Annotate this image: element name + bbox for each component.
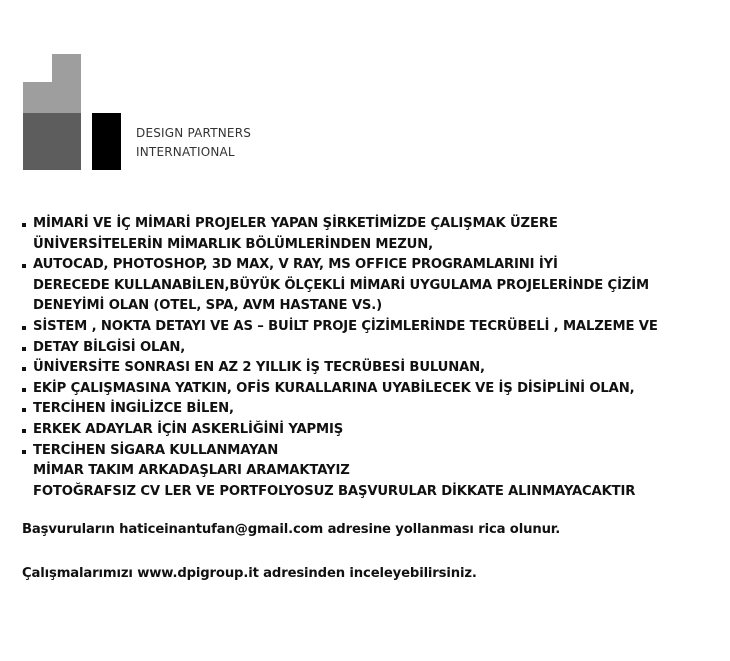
requirement-line: TERCİHEN İNGİLİZCE BİLEN, [33, 401, 234, 417]
logo-dark-block [23, 113, 81, 170]
bullet-square-icon [22, 429, 26, 433]
requirement-line: FOTOĞRAFSIZ CV LER VE PORTFOLYOSUZ BAŞVURULAR DİKKATE ALINMAYACAKTIR [33, 483, 636, 499]
logo-light-block-middle [23, 82, 81, 113]
bullet-square-icon [22, 223, 26, 227]
logo-black-block [92, 113, 121, 170]
requirement-item [22, 338, 722, 359]
requirement-item [22, 214, 722, 255]
requirement-line: ERKEK ADAYLAR İÇİN ASKERLİĞİNİ YAPMIŞ [33, 421, 344, 437]
requirement-item [22, 255, 722, 317]
logo-line-2: INTERNATIONAL [136, 145, 235, 159]
bullet-square-icon [22, 264, 26, 268]
company-logo [0, 0, 260, 180]
requirement-item [22, 441, 722, 503]
requirement-item [22, 358, 722, 379]
requirement-line: MİMAR TAKIM ARKADAŞLARI ARAMAKTAYIZ [33, 463, 350, 479]
bullet-square-icon [22, 388, 26, 392]
bullet-square-icon [22, 347, 26, 351]
requirement-line: DERECEDE KULLANABİLEN,BÜYÜK ÖLÇEKLİ MİMARİ UYGULAMA PROJELERİNDE ÇİZİM [33, 277, 649, 293]
requirement-line: EKİP ÇALIŞMASINA YATKIN, OFİS KURALLARINA UYABİLECEK VE İŞ DİSİPLİNİ OLAN, [33, 380, 635, 396]
requirement-item [22, 420, 722, 441]
logo-light-block-top [52, 54, 81, 82]
bullet-square-icon [22, 450, 26, 454]
bullet-square-icon [22, 367, 26, 371]
requirement-item [22, 399, 722, 420]
requirement-item [22, 317, 722, 338]
requirement-line: ÜNİVERSİTE SONRASI EN AZ 2 YILLIK İŞ TECRÜBESİ BULUNAN, [33, 360, 485, 376]
requirement-item [22, 379, 722, 400]
website-note: Çalışmalarımızı www.dpigroup.it adresinden inceleyebilirsiniz. [22, 566, 477, 581]
logo-wordmark [136, 124, 251, 162]
bullet-square-icon [22, 408, 26, 412]
requirement-line: DENEYİMİ OLAN (OTEL, SPA, AVM HASTANE VS.) [33, 298, 383, 314]
requirement-line: TERCİHEN SİGARA KULLANMAYAN [33, 442, 279, 458]
requirement-line: DETAY BİLGİSİ OLAN, [33, 339, 186, 355]
application-note: Başvuruların haticeinantufan@gmail.com adresine yollanması rica olunur. [22, 522, 561, 537]
requirement-line: AUTOCAD, PHOTOSHOP, 3D MAX, V RAY, MS OFFICE PROGRAMLARINI İYİ [33, 257, 558, 273]
requirement-line: SİSTEM , NOKTA DETAYI VE AS – BUİLT PROJE ÇİZİMLERİNDE TECRÜBELİ , MALZEME VE [33, 318, 658, 334]
bullet-square-icon [22, 326, 26, 330]
logo-line-1: DESIGN PARTNERS [136, 126, 252, 140]
requirement-line: ÜNİVERSİTELERİN MİMARLIK BÖLÜMLERİNDEN MEZUN, [33, 236, 433, 252]
requirements-list [22, 214, 722, 502]
requirement-line: MİMARİ VE İÇ MİMARİ PROJELER YAPAN ŞİRKETİMİZDE ÇALIŞMAK ÜZERE [33, 216, 558, 231]
